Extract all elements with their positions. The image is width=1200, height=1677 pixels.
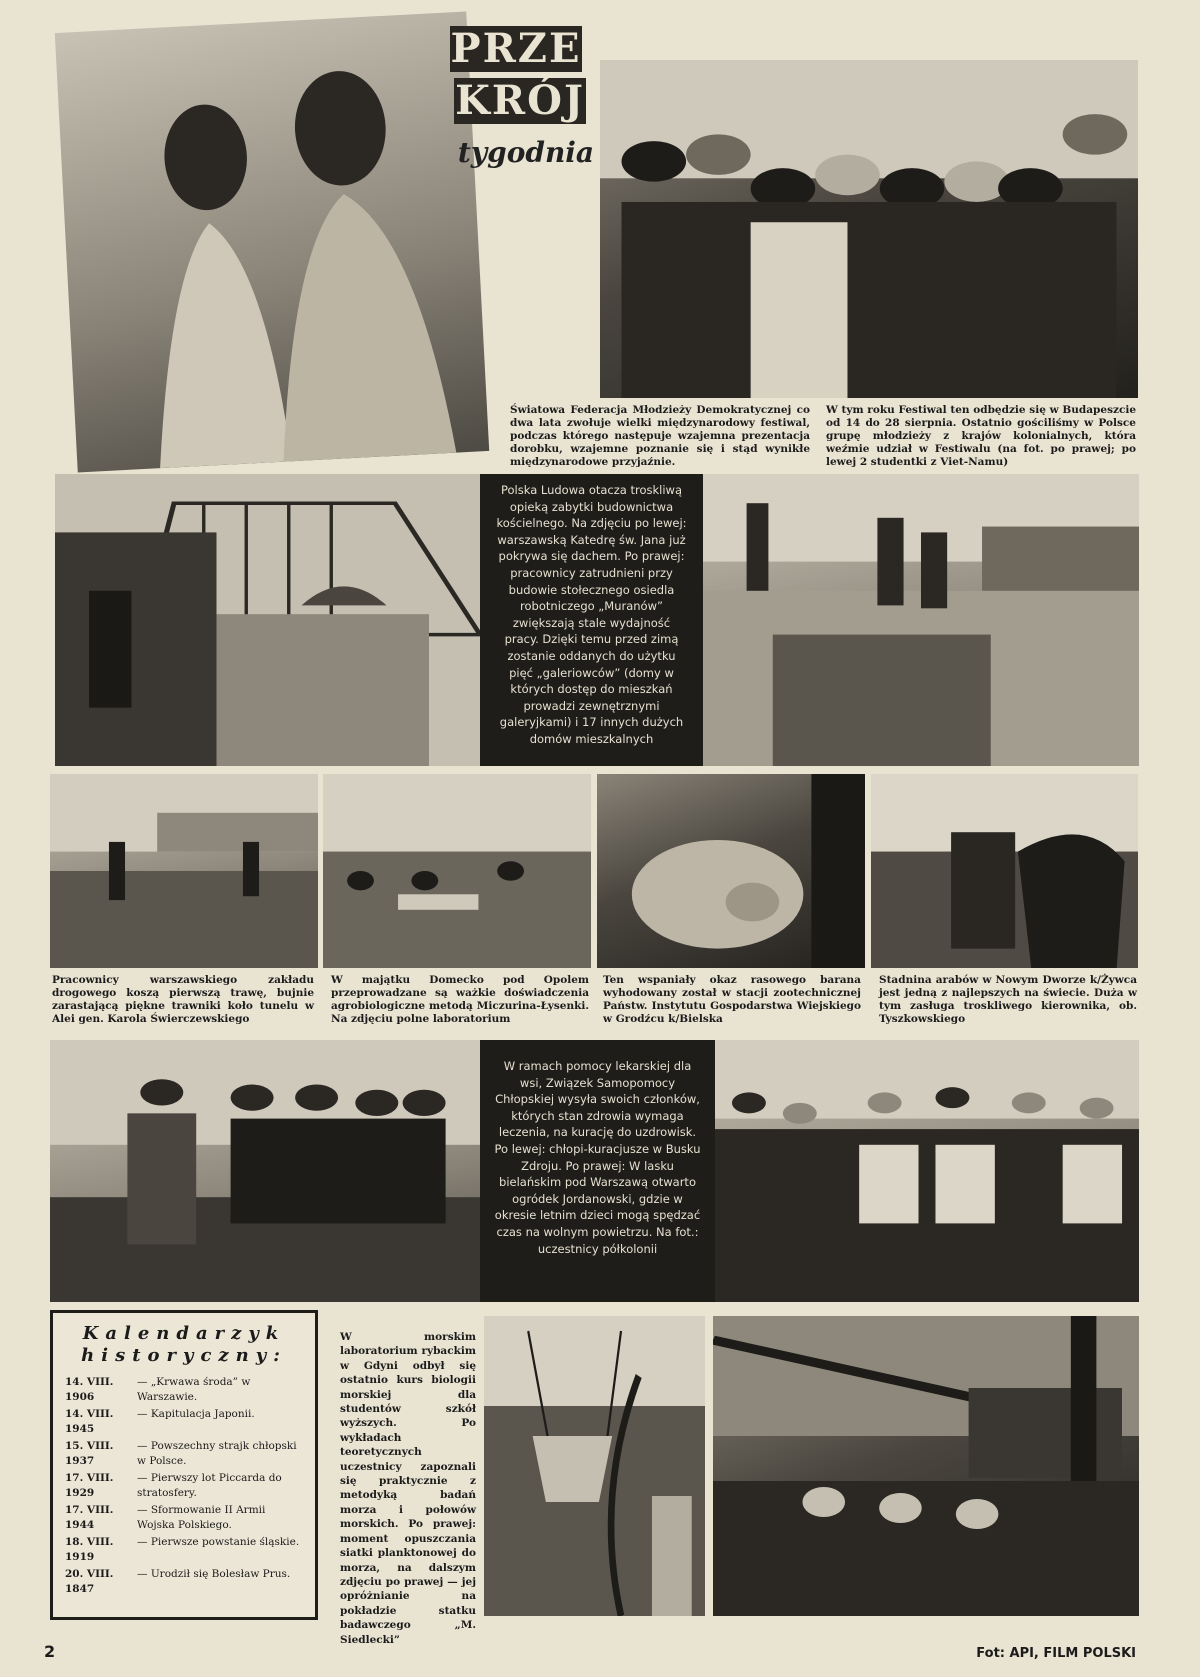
caption-festival-left: Światowa Federacja Młodzieży Demokratycznej co dwa lata zwołuje wielki międzynarodowy festiwal, podczas którego następuje wzajemna prezentacja dorobku, wzajemne poznanie się i stąd wynikłe międzynarodowe przyjaźnie.: [510, 404, 810, 468]
calendar-text: — Urodził się Bolesław Prus.: [137, 1568, 291, 1580]
caption-monuments: Polska Ludowa otacza troskliwą opieką zabytki budownictwa kościelnego. Na zdjęciu po lewej: warszawską Katedrę św. Jana już pokrywa się dachem. Po prawej: pracownicy zatrudnieni przy budowie stołecznego osiedla robotniczego „Muranów” zwiększają stale wydajność pracy. Dzięki temu przed zimą zostanie oddanych do użytku pięć „galeriowców” (domy w których dostęp do mieszkań prowadzi zewnętrznymi galeryjkami) i 17 innych dużych domów mieszkalnych: [480, 474, 703, 766]
photo-cathedral-roof: [55, 474, 480, 766]
photo-figures: [871, 774, 1138, 968]
caption-marine: W morskim laboratorium rybackim w Gdyni odbył się ostatnio kurs biologii morskiej dla studentów szkół wyższych. Po wykładach teoretycznych uczestnicy zapoznali się praktycznie z metodyką badań morza i połowów morskich. Po prawej: moment opuszczania siatki planktonowej do morza, na dalszym zdjęciu po prawej — jej opróżnianie na pokładzie statku badawczego „M. Siedlecki”: [340, 1331, 476, 1646]
historical-calendar: [50, 1310, 318, 1620]
photo-figures: [50, 1040, 480, 1302]
photo-figures: [484, 1316, 705, 1616]
masthead-line2: KRÓJ: [455, 77, 585, 124]
photo-figures: [600, 60, 1138, 398]
photo-arab-stud: [871, 774, 1138, 968]
calendar-entry: [65, 1567, 303, 1597]
photo-figures: [50, 774, 318, 968]
photo-muranow-builders: [703, 474, 1139, 766]
photo-figures: [55, 474, 480, 766]
caption-stud: Stadnina arabów w Nowym Dworze k/Żywca jest jedną z najlepszych na świecie. Duża w tym zasługa troskliwego kierownika, ob. Tyszkowskiego: [879, 974, 1137, 1025]
calendar-text: — „Krwawa środa” w Warszawie.: [137, 1376, 251, 1403]
calendar-text: — Pierwsze powstanie śląskie.: [137, 1536, 300, 1548]
calendar-entry: [65, 1407, 303, 1437]
calendar-date: 18. VIII. 1919: [65, 1536, 114, 1563]
calendar-date: 15. VIII. 1937: [65, 1440, 114, 1467]
calendar-entry: [65, 1375, 303, 1405]
photo-youth-group: [600, 60, 1138, 398]
calendar-entry: [65, 1471, 303, 1501]
calendar-title-line1: Kalendarzyk: [82, 1323, 286, 1344]
calendar-date: 17. VIII. 1929: [65, 1472, 114, 1499]
calendar-date: 20. VIII. 1847: [65, 1568, 114, 1595]
caption-domecko: W majątku Domecko pod Opolem przeprowadzane są ważkie doświadczenia agrobiologiczne metodą Miczurina-Łysenki. Na zdjęciu polne laboratorium: [331, 974, 589, 1025]
caption-grass: Pracownicy warszawskiego zakładu drogowego koszą pierwszą trawę, bujnie zarastającą piękne trawniki koło tunelu w Alei gen. Karola Świerczewskiego: [52, 974, 314, 1025]
photo-half-colony-children: [715, 1040, 1139, 1302]
photo-two-women-students: [55, 12, 489, 473]
photo-figures: [597, 774, 865, 968]
photo-prize-ram: [597, 774, 865, 968]
photo-research-ship-deck: [713, 1316, 1139, 1616]
calendar-text: — Sformowanie II Armii Wojska Polskiego.: [137, 1504, 266, 1531]
calendar-entry: [65, 1503, 303, 1533]
photo-figures: [713, 1316, 1139, 1616]
calendar-text: — Kapitulacja Japonii.: [137, 1408, 255, 1420]
photo-figures: [55, 12, 489, 473]
calendar-text: — Pierwszy lot Piccarda do stratosfery.: [137, 1472, 282, 1499]
photo-plankton-net: [484, 1316, 705, 1616]
calendar-entry: [65, 1535, 303, 1565]
photo-figures: [715, 1040, 1139, 1302]
calendar-title-line2: historyczny:: [81, 1345, 287, 1366]
photo-field-laboratory: [323, 774, 591, 968]
photo-figures: [323, 774, 591, 968]
calendar-entry: [65, 1439, 303, 1469]
page-number: 2: [44, 1642, 56, 1661]
calendar-text: — Powszechny strajk chłopski w Polsce.: [137, 1440, 297, 1467]
photo-credits: Fot: API, FILM POLSKI: [976, 1646, 1136, 1661]
photo-grass-mowing: [50, 774, 318, 968]
masthead-line3: tygodnia: [457, 136, 595, 169]
calendar-title: [65, 1323, 303, 1367]
masthead-logo: [446, 26, 596, 176]
caption-ram: Ten wspaniały okaz rasowego barana wyhodowany został w stacji zootechnicznej Państw. Instytutu Gospodarstwa Wiejskiego w Grodźcu k/Bielska: [603, 974, 861, 1025]
caption-festival-right: W tym roku Festiwal ten odbędzie się w Budapeszcie od 14 do 28 sierpnia. Ostatnio gościliśmy w Polsce grupę młodzieży z krajów kolonialnych, która weźmie udział w Festiwalu (na fot. po prawej; po lewej 2 studentki z Viet-Namu): [826, 404, 1136, 468]
caption-health: W ramach pomocy lekarskiej dla wsi, Związek Samopomocy Chłopskiej wysyła swoich członków, których stan zdrowia wymaga leczenia, na kurację do uzdrowisk. Po lewej: chłopi-kuracjusze w Busku Zdroju. Po prawej: W lasku bielańskim pod Warszawą otwarto ogródek Jordanowski, gdzie w okresie letnim dzieci mogą spędzać czas na wolnym powietrzu. Na fot.: uczestnicy półkolonii: [480, 1040, 715, 1302]
photo-peasant-patients: [50, 1040, 480, 1302]
masthead-line1: PRZE: [450, 25, 582, 72]
calendar-date: 14. VIII. 1906: [65, 1376, 114, 1403]
calendar-date: 17. VIII. 1944: [65, 1504, 114, 1531]
photo-figures: [703, 474, 1139, 766]
calendar-date: 14. VIII. 1945: [65, 1408, 114, 1435]
